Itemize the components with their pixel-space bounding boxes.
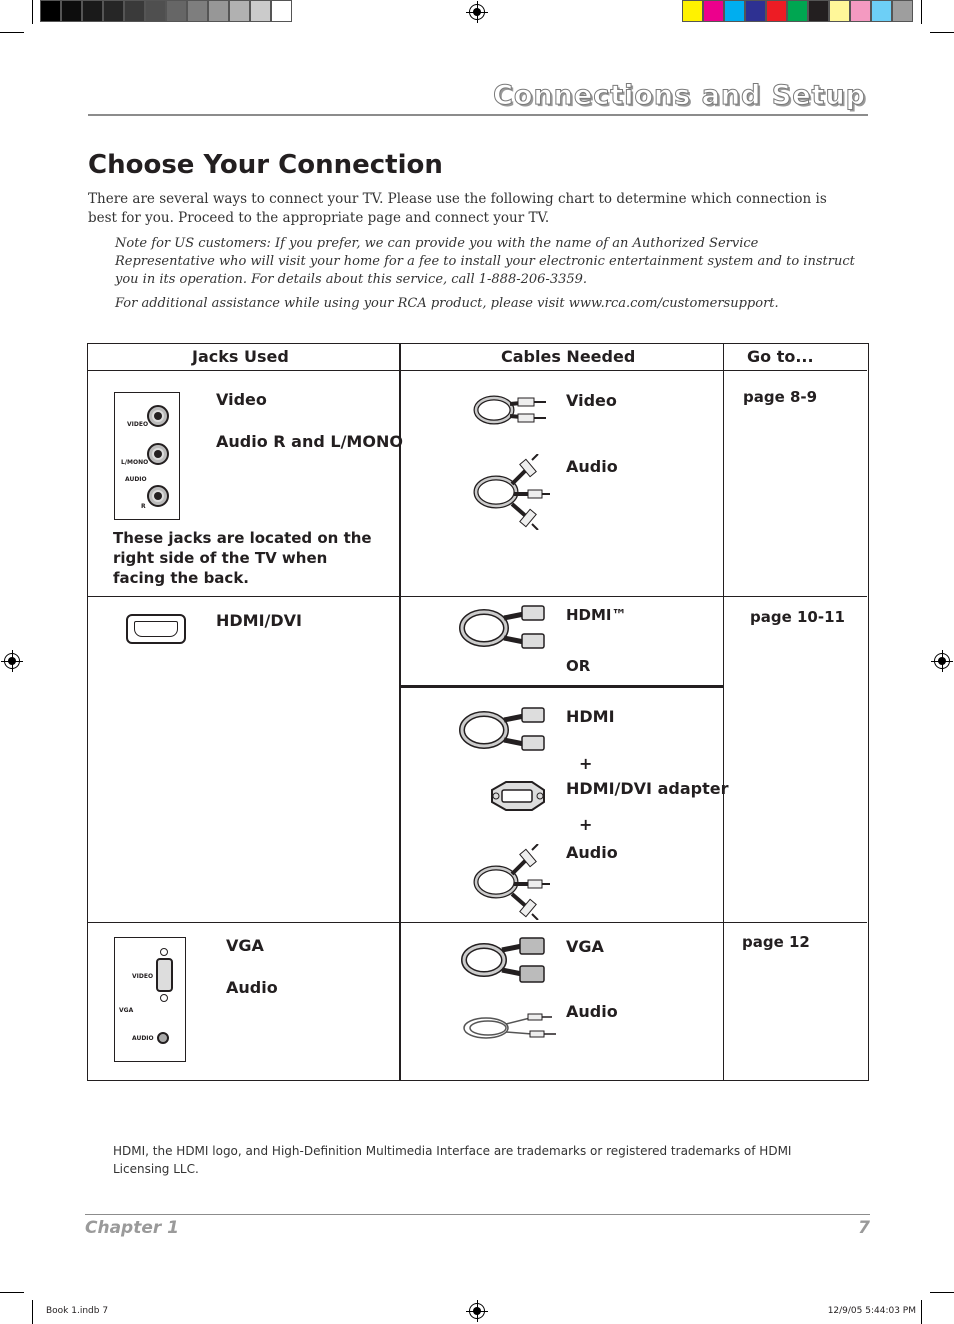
row1-jack-label-video: Video bbox=[216, 390, 267, 409]
footer-divider bbox=[85, 1214, 870, 1215]
grayscale-color-bar bbox=[40, 0, 292, 22]
row3-cable-label-audio: Audio bbox=[566, 1002, 618, 1021]
vga-jack-panel bbox=[114, 937, 186, 1062]
header-go-to: Go to... bbox=[747, 347, 814, 366]
vga-screw-icon bbox=[160, 994, 168, 1002]
color-swatch bbox=[745, 0, 766, 22]
row-divider bbox=[88, 922, 867, 923]
row2-cable-label-hdmi-tm: HDMI™ bbox=[566, 606, 627, 624]
header-row-divider bbox=[88, 370, 867, 371]
panel-label-r: R bbox=[141, 503, 146, 510]
crop-mark bbox=[0, 32, 24, 33]
rca-jack-panel bbox=[114, 392, 180, 520]
assistance-note: For additional assistance while using your RCA product, please visit www.rca.com/customersupport. bbox=[115, 296, 779, 311]
registration-mark-icon bbox=[469, 1303, 485, 1319]
trademark-notice: HDMI, the HDMI logo, and High-Definition Multimedia Interface are trademarks or registered trademarks of HDMI Licensing LLC. bbox=[113, 1144, 792, 1176]
color-swatch bbox=[892, 0, 913, 22]
color-swatch bbox=[703, 0, 724, 22]
color-swatch bbox=[103, 0, 124, 22]
vga-port-icon bbox=[156, 958, 173, 992]
row1-cable-label-video: Video bbox=[566, 391, 617, 410]
row2-plus-label: + bbox=[579, 815, 593, 834]
audio-left-jack-icon bbox=[147, 443, 169, 465]
note-text: If you prefer, we can provide you with the name of an Authorized Service Representative who will visit your home for a fee to install your electronic entertainment system and to instruct you in its operation. For details about this service, call 1-888-206-3359. bbox=[115, 236, 855, 287]
audio-mini-cable-icon bbox=[460, 1006, 560, 1044]
color-swatch bbox=[787, 0, 808, 22]
row2-plus-label: + bbox=[579, 754, 593, 773]
row2-cable-label-audio: Audio bbox=[566, 843, 618, 862]
color-swatch bbox=[40, 0, 61, 22]
row1-cable-label-audio: Audio bbox=[566, 457, 618, 476]
registration-mark-icon bbox=[4, 653, 20, 669]
crop-mark bbox=[0, 1292, 24, 1293]
row3-cable-label-vga: VGA bbox=[566, 937, 604, 956]
header-divider bbox=[88, 114, 868, 116]
crop-mark bbox=[930, 32, 954, 33]
row1-goto-page: page 8-9 bbox=[743, 388, 818, 406]
page-title: Choose Your Connection bbox=[88, 150, 443, 180]
row2-cable-label-hdmi: HDMI bbox=[566, 707, 615, 726]
color-swatch bbox=[250, 0, 271, 22]
color-swatch bbox=[208, 0, 229, 22]
hdmi-port-icon bbox=[126, 614, 186, 644]
crop-mark bbox=[930, 1292, 954, 1293]
crop-mark bbox=[921, 1300, 922, 1324]
crop-mark bbox=[32, 1300, 33, 1324]
panel-label-video: VIDEO bbox=[127, 421, 149, 428]
intro-paragraph: There are several ways to connect your TV. Please use the following chart to determine which connection is best for you. Proceed to the appropriate page and connect your TV. bbox=[88, 191, 827, 226]
color-swatch bbox=[829, 0, 850, 22]
color-swatch bbox=[766, 0, 787, 22]
audio-mini-jack-icon bbox=[157, 1032, 169, 1044]
color-swatch bbox=[145, 0, 166, 22]
panel-label-audio: AUDIO bbox=[132, 1035, 154, 1042]
color-swatch bbox=[61, 0, 82, 22]
or-divider bbox=[401, 685, 723, 688]
panel-label-video: VIDEO bbox=[132, 973, 154, 980]
row3-jack-label-audio: Audio bbox=[226, 978, 278, 997]
color-swatch bbox=[682, 0, 703, 22]
vga-cable-icon bbox=[460, 936, 550, 984]
row3-goto-page: page 12 bbox=[742, 933, 810, 951]
row2-goto-page: page 10-11 bbox=[750, 608, 845, 626]
hdmi-dvi-adapter-icon bbox=[486, 776, 550, 816]
column-divider bbox=[399, 344, 401, 1080]
row2-or-label: OR bbox=[566, 657, 591, 675]
row1-jack-label-audio: Audio R and L/MONO bbox=[216, 432, 403, 451]
registration-mark-icon bbox=[469, 4, 485, 20]
panel-label-audio: AUDIO bbox=[125, 476, 147, 483]
connection-chart bbox=[87, 343, 869, 1081]
header-cables-needed: Cables Needed bbox=[501, 347, 636, 366]
color-swatch bbox=[850, 0, 871, 22]
color-swatch bbox=[808, 0, 829, 22]
process-color-bar bbox=[682, 0, 913, 22]
crop-mark bbox=[32, 0, 33, 24]
hdmi-cable-icon bbox=[458, 602, 550, 650]
row2-cable-label-adapter: HDMI/DVI adapter bbox=[566, 779, 729, 798]
jack-location-note: These jacks are located on the right side of the TV when facing the back. bbox=[113, 529, 372, 587]
video-cable-icon bbox=[472, 392, 550, 432]
panel-label-vga: VGA bbox=[119, 1007, 134, 1014]
color-swatch bbox=[271, 0, 292, 22]
chapter-label: Chapter 1 bbox=[85, 1218, 180, 1238]
color-swatch bbox=[229, 0, 250, 22]
vga-screw-icon bbox=[160, 948, 168, 956]
header-jacks-used: Jacks Used bbox=[192, 347, 289, 366]
row-divider bbox=[88, 596, 867, 597]
video-jack-icon bbox=[147, 405, 169, 427]
us-customers-note bbox=[115, 235, 855, 289]
section-title: Connections and Setup bbox=[493, 80, 866, 111]
color-swatch bbox=[724, 0, 745, 22]
audio-right-jack-icon bbox=[147, 485, 169, 507]
registration-mark-icon bbox=[934, 653, 950, 669]
print-slug-file: Book 1.indb 7 bbox=[46, 1306, 109, 1316]
print-slug-timestamp: 12/9/05 5:44:03 PM bbox=[827, 1306, 916, 1316]
color-swatch bbox=[187, 0, 208, 22]
row2-jack-label: HDMI/DVI bbox=[216, 611, 303, 630]
color-swatch bbox=[82, 0, 103, 22]
note-label: Note for US customers: bbox=[115, 236, 271, 251]
color-swatch bbox=[871, 0, 892, 22]
color-swatch bbox=[166, 0, 187, 22]
hdmi-cable-icon bbox=[458, 704, 550, 752]
page-number: 7 bbox=[858, 1218, 870, 1238]
audio-cable-icon bbox=[472, 844, 550, 920]
color-swatch bbox=[124, 0, 145, 22]
crop-mark bbox=[921, 0, 922, 24]
column-divider bbox=[723, 344, 724, 1080]
row3-jack-label-vga: VGA bbox=[226, 936, 264, 955]
audio-cable-icon bbox=[472, 454, 550, 530]
panel-label-lmono: L/MONO bbox=[121, 459, 149, 466]
